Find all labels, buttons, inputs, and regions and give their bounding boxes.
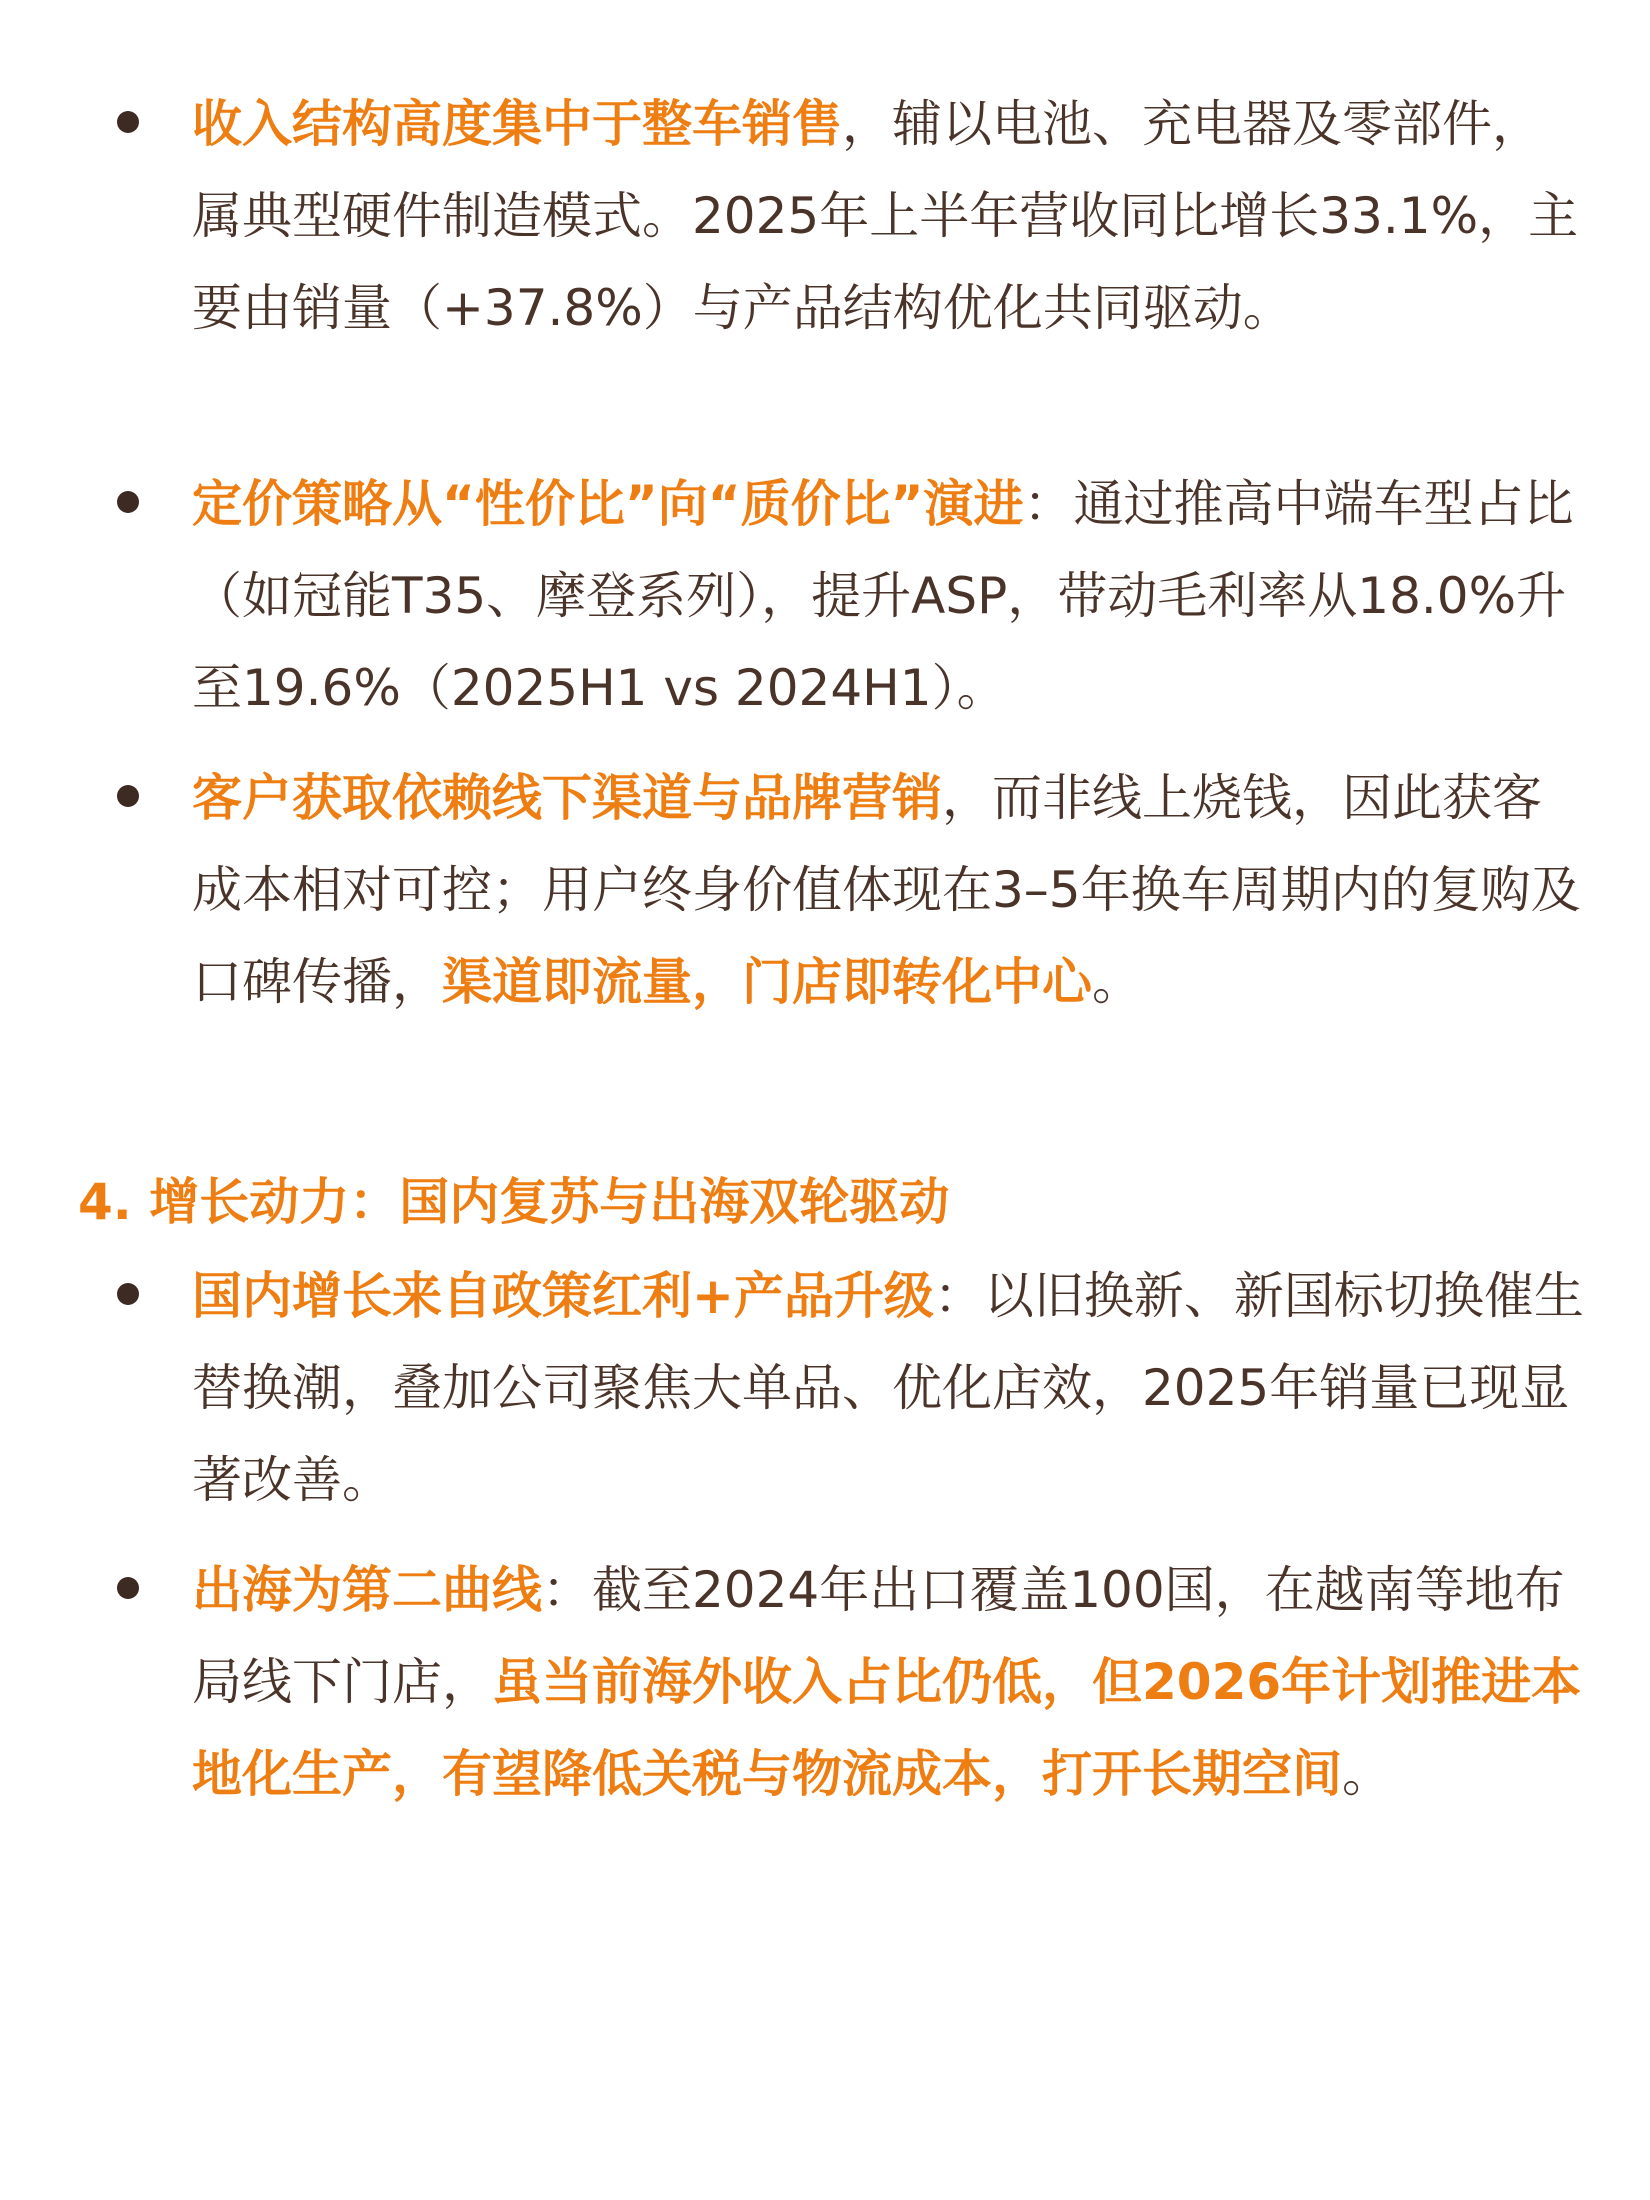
list-item-domestic-growth [0, 1250, 1650, 1526]
list-item-pricing-strategy [0, 458, 1650, 734]
item-text: ：截至2024年出口覆盖100国，在越南等地布局线下门店， [192, 1561, 1565, 1711]
bullet-icon [117, 491, 139, 513]
item-text: ：以旧换新、新国标切换催生替换潮，叠加公司聚焦大单品、优化店效，2025年销量已现显著改善。 [192, 1267, 1584, 1509]
item-highlight: 客户获取依赖线下渠道与品牌营销 [192, 769, 942, 827]
bullet-icon [117, 1577, 139, 1599]
item-highlight: 收入结构高度集中于整车销售 [192, 95, 842, 153]
section3-bullet-list [0, 78, 1650, 354]
item-text: ：通过推高中端车型占比（如冠能T35、摩登系列），提升ASP，带动毛利率从18.0%升至19.6%（2025H1 vs 2024H1）。 [192, 475, 1574, 717]
item-tail: 。 [1342, 1745, 1392, 1803]
bullet-icon [117, 785, 139, 807]
item-highlight: 出海为第二曲线 [192, 1561, 542, 1619]
item-text: ，辅以电池、充电器及零部件，属典型硬件制造模式。2025年上半年营收同比增长33.1%，主要由销量（+37.8%）与产品结构优化共同驱动。 [192, 95, 1579, 337]
list-item-overseas-expansion [0, 1544, 1650, 1820]
item-text: ，而非线上烧钱，因此获客成本相对可控；用户终身价值体现在3–5年换车周期内的复购及口碑传播， [192, 769, 1581, 1011]
section4-bullet-list-2 [0, 1544, 1650, 1820]
section-4-title: 4. 增长动力：国内复苏与出海双轮驱动 [78, 1173, 950, 1231]
item-highlight-secondary: 虽当前海外收入占比仍低，但2026年计划推进本地化生产，有望降低关税与物流成本，打开长期空间 [192, 1653, 1582, 1803]
section4-bullet-list [0, 1250, 1650, 1526]
item-tail: 。 [1092, 953, 1142, 1011]
item-highlight: 定价策略从“性价比”向“质价比”演进 [192, 475, 1024, 533]
list-item-customer-acquisition [0, 752, 1650, 1028]
bullet-icon [117, 1283, 139, 1305]
item-highlight: 国内增长来自政策红利+产品升级 [192, 1267, 934, 1325]
section3-bullet-list-2 [0, 458, 1650, 734]
section3-bullet-list-3 [0, 752, 1650, 1028]
list-item-revenue-structure [0, 78, 1650, 354]
bullet-icon [117, 111, 139, 133]
item-highlight-secondary: 渠道即流量，门店即转化中心 [442, 953, 1092, 1011]
